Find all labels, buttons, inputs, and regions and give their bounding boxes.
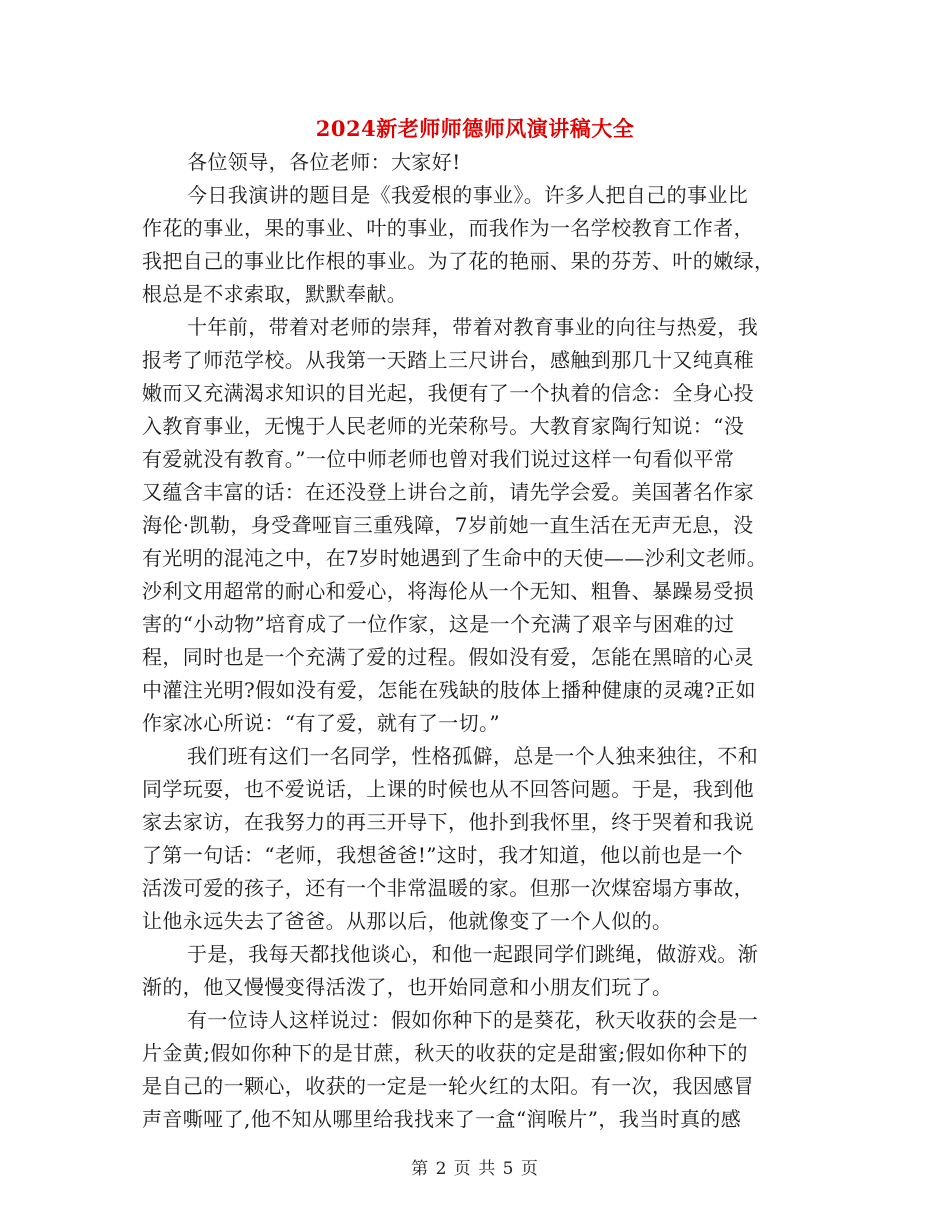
- paragraph-line: 我们班有这们一名同学，性格孤僻，总是一个人独来独往，不和: [187, 744, 759, 768]
- paragraph-line: 沙利文用超常的耐心和爱心，将海伦从一个无知、粗鲁、暴躁易受损: [142, 579, 754, 603]
- paragraph-line: 又蕴含丰富的话：在还没登上讲台之前，请先学会爱。美国著名作家: [142, 480, 754, 504]
- paragraph-line: 是自己的一颗心，收获的一定是一轮火红的太阳。有一次，我因感冒: [142, 1074, 754, 1098]
- paragraph-line: 让他永远失去了爸爸。从那以后，他就像变了一个人似的。: [142, 909, 673, 933]
- paragraph-line: 害的“小动物”培育成了一位作家，这是一个充满了艰辛与困难的过: [142, 612, 735, 636]
- paragraph-line: 作家冰心所说：“有了爱，就有了一切。”: [142, 711, 501, 735]
- paragraph-line: 声音嘶哑了,他不知从哪里给我找来了一盒“润喉片”，我当时真的感: [142, 1107, 742, 1131]
- paragraph-line: 海伦·凯勒，身受聋哑盲三重残障，7岁前她一直生活在无声无息，没: [142, 513, 754, 537]
- paragraph-line: 我把自己的事业比作根的事业。为了花的艳丽、果的芬芳、叶的嫩绿，: [142, 249, 775, 273]
- paragraph-line: 于是，我每天都找他谈心，和他一起跟同学们跳绳，做游戏。渐: [187, 942, 759, 966]
- paragraph-line: 有光明的混沌之中，在7岁时她遇到了生命中的天使——沙利文老师。: [142, 546, 768, 570]
- paragraph-line: 十年前，带着对老师的崇拜，带着对教育事业的向往与热爱，我: [187, 315, 759, 339]
- paragraph-line: 渐的，他又慢慢变得活泼了，也开始同意和小朋友们玩了。: [142, 975, 673, 999]
- paragraph-line: 有一位诗人这样说过：假如你种下的是葵花，秋天收获的会是一: [187, 1008, 759, 1032]
- paragraph-line: 嫩而又充满渴求知识的目光起，我便有了一个执着的信念：全身心投: [142, 381, 754, 405]
- paragraph-line: 同学玩耍，也不爱说话，上课的时候也从不回答问题。于是，我到他: [142, 777, 754, 801]
- paragraph-line: 有爱就没有教育。”一位中师老师也曾对我们说过这样一句看似平常: [142, 447, 735, 471]
- paragraph-line: 作花的事业，果的事业、叶的事业，而我作为一名学校教育工作者，: [142, 216, 754, 240]
- document-body: [142, 146, 812, 1136]
- page-number-footer: 第 2 页 共 5 页: [411, 1159, 539, 1179]
- paragraph-line: 家去家访，在我努力的再三开导下，他扑到我怀里，终于哭着和我说: [142, 810, 754, 834]
- paragraph-line: 今日我演讲的题目是《我爱根的事业》。许多人把自己的事业比: [187, 183, 749, 207]
- document-title: 2024新老师师德师风演讲稿大全: [315, 116, 635, 141]
- paragraph-line: 根总是不求索取，默默奉献。: [142, 282, 408, 306]
- paragraph-line: 片金黄;假如你种下的是甘蔗，秋天的收获的定是甜蜜;假如你种下的: [142, 1041, 748, 1065]
- paragraph-line: 活泼可爱的孩子，还有一个非常温暖的家。但那一次煤窑塌方事故，: [142, 876, 754, 900]
- paragraph-line: 入教育事业，无愧于人民老师的光荣称号。大教育家陶行知说：“没: [142, 414, 745, 438]
- paragraph-line: 程，同时也是一个充满了爱的过程。假如没有爱，怎能在黑暗的心灵: [142, 645, 754, 669]
- paragraph-line: 各位领导，各位老师：大家好!: [187, 150, 461, 174]
- paragraph-line: 中灌注光明?假如没有爱，怎能在残缺的肢体上播种健康的灵魂?正如: [142, 678, 756, 702]
- paragraph-line: 报考了师范学校。从我第一天踏上三尺讲台，感触到那几十又纯真稚: [142, 348, 754, 372]
- paragraph-line: 了第一句话：“老师，我想爸爸!”这时，我才知道，他以前也是一个: [142, 843, 743, 867]
